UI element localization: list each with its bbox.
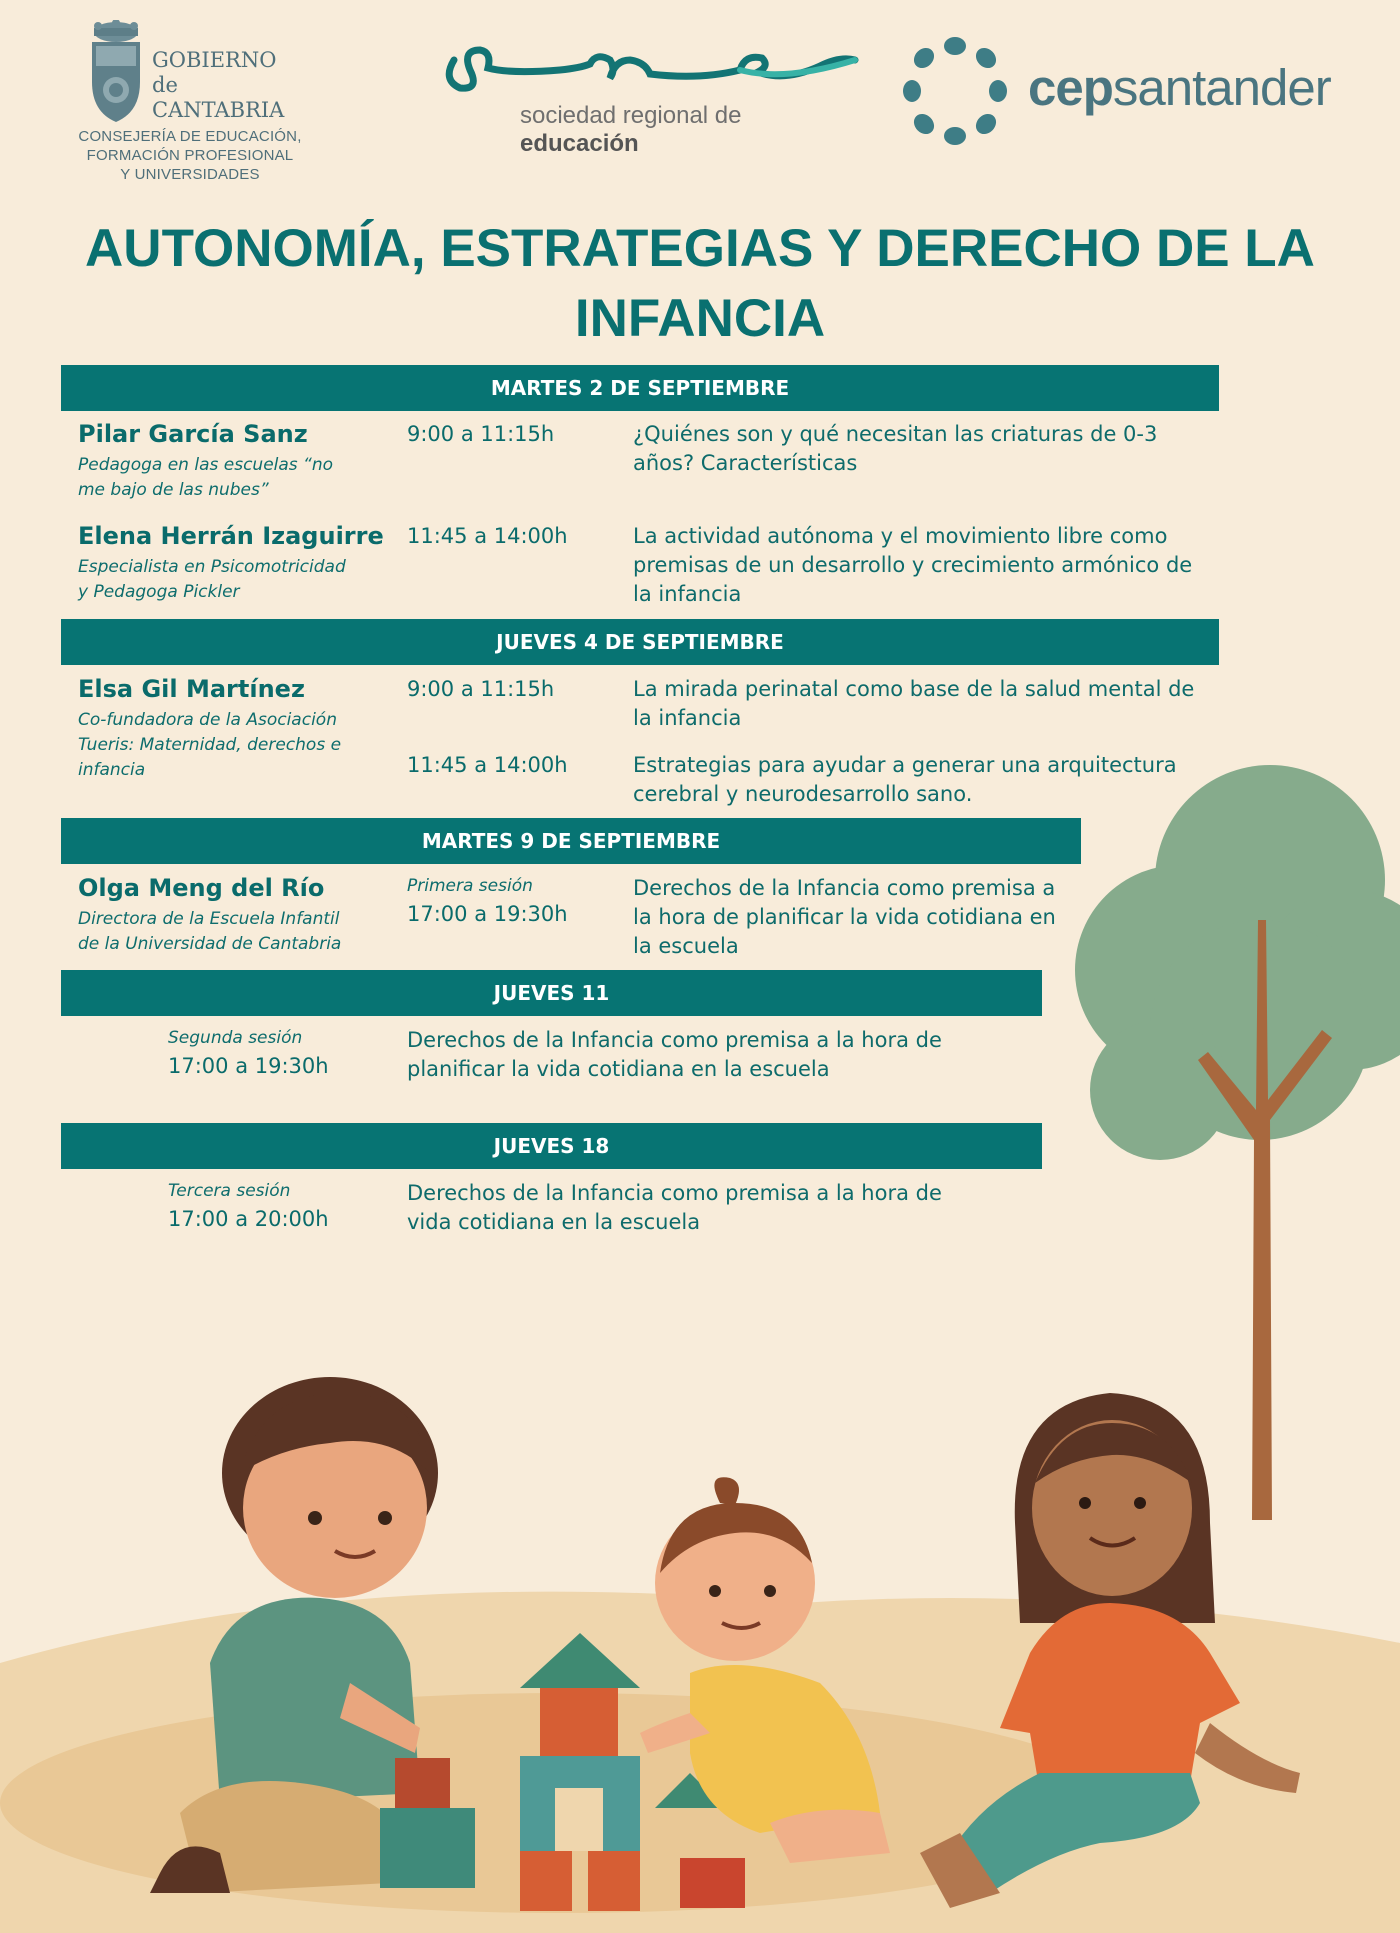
speaker-role-line2: y Pedagoga Pickler bbox=[78, 582, 240, 602]
section-header-jueves-18: JUEVES 18 bbox=[61, 1123, 1042, 1169]
entry-tercera-sesion bbox=[168, 1179, 1068, 1249]
session-desc-line1: Derechos de la Infancia como premisa a la hora de bbox=[407, 1181, 942, 1205]
session-time-2: 11:45 a 14:00h bbox=[407, 753, 568, 777]
entry-segunda-sesion bbox=[168, 1026, 1068, 1096]
speaker-role-line3: infancia bbox=[78, 760, 146, 780]
session-time: 17:00 a 19:30h bbox=[407, 902, 568, 926]
session-desc-line2: la hora de planificar la vida cotidiana en bbox=[633, 905, 1056, 929]
speaker-role-line2: Tueris: Maternidad, derechos e bbox=[78, 735, 342, 755]
session-time: 17:00 a 20:00h bbox=[168, 1207, 329, 1231]
section-header-martes-2: MARTES 2 DE SEPTIEMBRE bbox=[61, 365, 1219, 411]
session-label: Primera sesión bbox=[407, 876, 533, 896]
speaker-role-line2: me bajo de las nubes” bbox=[78, 480, 269, 500]
entry-elsa-gil bbox=[78, 675, 1218, 815]
entry-elena-herran bbox=[78, 522, 1218, 612]
session-desc-line2: planificar la vida cotidiana en la escuela bbox=[407, 1057, 830, 1081]
speaker-role-line1: Especialista en Psicomotricidad bbox=[78, 557, 346, 577]
entry-olga-meng bbox=[78, 874, 1078, 966]
speaker-role-line1: Pedagoga en las escuelas “no bbox=[78, 455, 334, 475]
speaker-name: Elsa Gil Martínez bbox=[78, 675, 305, 703]
cep-regular: santander bbox=[1112, 59, 1331, 116]
session-desc-line1: La mirada perinatal como base de la salud mental de bbox=[633, 677, 1195, 701]
session-desc-line4: cerebral y neurodesarrollo sano. bbox=[633, 782, 973, 806]
section-header-jueves-4: JUEVES 4 DE SEPTIEMBRE bbox=[61, 619, 1219, 665]
coat-of-arms-icon bbox=[88, 20, 144, 124]
title-line2: INFANCIA bbox=[574, 289, 826, 348]
speaker-name: Pilar García Sanz bbox=[78, 420, 308, 448]
sre-logo bbox=[440, 30, 860, 157]
session-desc-line1: ¿Quiénes son y qué necesitan las criaturas de 0-3 bbox=[633, 422, 1158, 446]
session-desc-line1: La actividad autónoma y el movimiento libre como bbox=[633, 524, 1168, 548]
session-desc-line3: Estrategias para ayudar a generar una arquitectura bbox=[633, 753, 1177, 777]
speaker-name: Olga Meng del Río bbox=[78, 874, 325, 902]
session-desc-line2: años? Características bbox=[633, 451, 858, 475]
section-header-jueves-11: JUEVES 11 bbox=[61, 970, 1042, 1016]
session-time: 11:45 a 14:00h bbox=[407, 524, 568, 548]
consejeria-line3: Y UNIVERSIDADES bbox=[120, 166, 260, 183]
cep-circle-icon bbox=[900, 36, 1010, 146]
sre-caption bbox=[520, 102, 860, 158]
session-time: 17:00 a 19:30h bbox=[168, 1054, 329, 1078]
consejeria-line2: FORMACIÓN PROFESIONAL bbox=[86, 147, 294, 164]
session-time: 9:00 a 11:15h bbox=[407, 677, 555, 701]
session-label: Segunda sesión bbox=[168, 1028, 303, 1048]
session-desc-line3: la infancia bbox=[633, 582, 742, 606]
title-line1: AUTONOMÍA, ESTRATEGIAS Y DERECHO DE LA bbox=[85, 219, 1315, 278]
gobierno-logo bbox=[70, 18, 320, 188]
session-desc-line1: Derechos de la Infancia como premisa a la hora de bbox=[407, 1028, 942, 1052]
sre-wave-icon bbox=[440, 30, 860, 100]
consejeria-line1: CONSEJERÍA DE EDUCACIÓN, bbox=[78, 128, 302, 145]
session-desc-line3: la escuela bbox=[633, 934, 739, 958]
session-desc-line2: la infancia bbox=[633, 706, 742, 730]
speaker-name: Elena Herrán Izaguirre bbox=[78, 522, 384, 550]
cep-wordmark bbox=[1028, 58, 1331, 117]
speaker-role-line1: Co-fundadora de la Asociación bbox=[78, 710, 337, 730]
gobierno-line2: de bbox=[152, 73, 178, 97]
session-time: 9:00 a 11:15h bbox=[407, 422, 555, 446]
session-desc-line1: Derechos de la Infancia como premisa a bbox=[633, 876, 1056, 900]
gobierno-line3: CANTABRIA bbox=[152, 98, 285, 122]
sre-caption-bold: educación bbox=[520, 130, 639, 157]
entry-pilar-garcia bbox=[78, 420, 1218, 510]
page-title bbox=[60, 214, 1340, 354]
cep-logo bbox=[900, 36, 1330, 146]
session-desc-line2: premisas de un desarrollo y crecimiento armónico de bbox=[633, 553, 1193, 577]
cep-bold: cep bbox=[1028, 59, 1113, 116]
section-header-martes-9: MARTES 9 DE SEPTIEMBRE bbox=[61, 818, 1081, 864]
children-playing-illustration bbox=[0, 1333, 1400, 1933]
speaker-role-line1: Directora de la Escuela Infantil bbox=[78, 909, 340, 929]
session-label: Tercera sesión bbox=[168, 1181, 291, 1201]
gobierno-line1: GOBIERNO bbox=[152, 48, 277, 72]
session-desc-line2: vida cotidiana en la escuela bbox=[407, 1210, 701, 1234]
sre-caption-regular: sociedad regional de bbox=[520, 102, 742, 129]
speaker-role-line2: de la Universidad de Cantabria bbox=[78, 934, 342, 954]
